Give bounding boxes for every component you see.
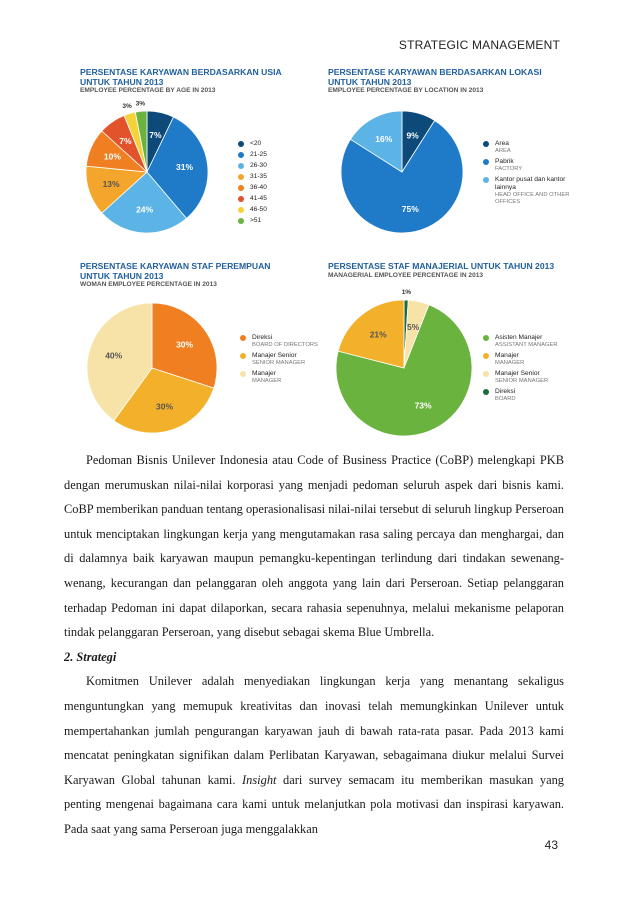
- legend-item: [483, 158, 586, 173]
- chart-title-line: PERSENTASE KARYAWAN BERDASARKAN USIA: [80, 67, 282, 77]
- pie-chart-age: [80, 68, 338, 248]
- data-label: 24%: [136, 204, 154, 215]
- data-label: 13%: [102, 178, 120, 189]
- page-number: 43: [544, 838, 558, 852]
- data-label: 73%: [414, 400, 432, 411]
- paragraph: [64, 669, 564, 841]
- legend-item: [483, 176, 586, 206]
- legend-item: [238, 217, 267, 225]
- chart-title-line: PERSENTASE STAF MANAJERIAL UNTUK TAHUN 2013: [328, 261, 555, 271]
- legend-label: 21-25: [250, 151, 267, 158]
- paragraph: Pedoman Bisnis Unilever Indonesia atau Code of Business Practice (CoBP) melengkapi PKB dengan merumuskan nilai-nilai korporasi yang menjadi pedoman seluruh aspek dari bisnis kami. CoBP memberikan panduan tentang operasionalisasi nilai-nilai tersebut di seluruh lingkup Perseroan untuk menciptakan lingkungan kerja yang mengutamakan rasa saling percaya dan menghargai, dan di dalamnya baik karyawan maupun pemangku-kepentingan terlindung dari tindakan sewenang-wenang, kecurangan dan pelanggaran oleh anggota yang lain dari Perseroan. Setiap pelanggaran terhadap Pedoman ini dapat dilaporkan, secara rahasia sepenuhnya, melalui mekanisme pelaporan tindak pelanggaran Perseroan, yang disebut sebagai skema Blue Umbrella.: [64, 453, 564, 640]
- legend-item: [238, 206, 267, 214]
- legend-label: Kantor pusat dan kantor lainnya: [495, 176, 566, 191]
- legend-item: [240, 352, 318, 367]
- legend-label: <20: [250, 140, 262, 147]
- data-label: 75%: [401, 203, 419, 214]
- legend-swatch: [240, 335, 246, 341]
- legend-item: [483, 388, 558, 403]
- data-label: 16%: [375, 133, 393, 144]
- legend-label: Direksi: [495, 388, 516, 395]
- chart-title-line: UNTUK TAHUN 2013: [328, 76, 412, 87]
- legend-item: [238, 173, 267, 181]
- chart-title-line: PERSENTASE KARYAWAN BERDASARKAN LOKASI: [328, 67, 542, 77]
- legend-label: 31-35: [250, 173, 267, 180]
- legend-item: [238, 195, 267, 203]
- legend-label: Manajer Senior: [495, 370, 540, 377]
- data-label: 7%: [119, 136, 132, 146]
- legend-item: [483, 352, 558, 367]
- legend-swatch: [238, 141, 244, 147]
- data-label: 30%: [155, 401, 174, 412]
- legend-swatch: [483, 335, 489, 341]
- paragraph-text: Komitmen Unilever adalah menyediakan lingkungan kerja yang menantang sekaligus menguntungkan yang memupuk kreativitas dan inovasi telah memungkinkan Unilever untuk mempertahankan jumlah pengurangan karyawan jauh di bawah rata-rata pasar. Pada 2013 kami mencatat peningkatan signifikan dalam Perlibatan Karyawan, sebagaimana diukur melalui Survei Karyawan Global tahunan kami.: [64, 674, 564, 787]
- legend-sublabel: SENIOR MANAGER: [252, 360, 306, 366]
- chart-subtitle: EMPLOYEE PERCENTAGE BY LOCATION IN 2013: [328, 87, 484, 94]
- legend-label: 26-30: [250, 162, 267, 169]
- legend-item: [238, 184, 267, 192]
- legend-item: [238, 162, 267, 170]
- legend-swatch: [483, 371, 489, 377]
- chart-panel-women: [80, 262, 338, 442]
- body-text: [64, 448, 564, 842]
- legend-label: Area: [495, 140, 509, 147]
- chart-title-line: UNTUK TAHUN 2013: [80, 270, 164, 281]
- chart-subtitle: EMPLOYEE PERCENTAGE BY AGE IN 2013: [80, 87, 216, 94]
- legend-swatch: [238, 174, 244, 180]
- data-label: 40%: [105, 350, 123, 361]
- paragraph-text: dari survey semacam itu memberikan masukan yang penting mengenai bagaimana cara kami untuk melanjutkan pola motivasi dan inspirasi karyawan. Pada saat yang sama Perseroan juga menggalakkan: [64, 772, 564, 836]
- legend-swatch: [238, 163, 244, 169]
- legend-location: [483, 140, 586, 209]
- legend-item: [238, 140, 267, 148]
- chart-title-line: PERSENTASE KARYAWAN STAF PEREMPUAN: [80, 261, 271, 271]
- legend-swatch: [238, 207, 244, 213]
- data-label: 10%: [103, 151, 121, 162]
- legend-label: Manajer: [495, 352, 519, 359]
- legend-sublabel: HEAD OFFICE AND OTHER OFFICES: [495, 192, 570, 205]
- chart-panel-managerial: [328, 262, 586, 442]
- legend-age: [238, 140, 267, 228]
- chart-panel-location: [328, 68, 586, 248]
- data-label: 3%: [122, 102, 132, 110]
- legend-swatch: [238, 196, 244, 202]
- legend-swatch: [238, 185, 244, 191]
- section-heading: 2. Strategi: [64, 649, 117, 664]
- data-label: 5%: [407, 321, 420, 332]
- chart-title-line: UNTUK TAHUN 2013: [80, 76, 164, 87]
- legend-item: [483, 334, 558, 349]
- legend-label: Direksi: [252, 334, 273, 341]
- legend-women: [240, 334, 318, 388]
- data-label: 3%: [135, 100, 146, 108]
- legend-label: 36-40: [250, 184, 267, 191]
- chart-subtitle: MANAGERIAL EMPLOYEE PERCENTAGE IN 2013: [328, 271, 484, 279]
- legend-label: 46-50: [250, 206, 267, 213]
- legend-swatch: [483, 389, 489, 395]
- legend-swatch: [483, 141, 489, 147]
- legend-sublabel: BOARD OF DIRECTORS: [252, 342, 318, 348]
- legend-swatch: [240, 353, 246, 359]
- legend-swatch: [240, 371, 246, 377]
- legend-sublabel: ASSISTANT MANAGER: [495, 342, 558, 348]
- legend-swatch: [483, 159, 489, 165]
- legend-sublabel: AREA: [495, 148, 511, 154]
- data-label: 31%: [175, 162, 194, 173]
- legend-sublabel: FACTORY: [495, 166, 523, 172]
- data-label: 7%: [149, 130, 162, 141]
- legend-item: [483, 370, 558, 385]
- legend-label: Manajer Senior: [252, 352, 297, 359]
- chart-panel-age: [80, 68, 338, 248]
- legend-item: [240, 370, 318, 385]
- chart-subtitle: WOMAN EMPLOYEE PERCENTAGE IN 2013: [80, 281, 217, 288]
- legend-swatch: [238, 218, 244, 224]
- data-label: 1%: [401, 289, 412, 296]
- data-label: 30%: [176, 339, 194, 350]
- legend-swatch: [483, 353, 489, 359]
- legend-label: Asisten Manajer: [495, 334, 543, 341]
- legend-item: [240, 334, 318, 349]
- running-header: STRATEGIC MANAGEMENT: [398, 38, 560, 52]
- italic-term: Insight: [242, 772, 277, 787]
- legend-label: >51: [250, 217, 262, 224]
- legend-sublabel: BOARD: [495, 396, 516, 402]
- legend-managerial: [483, 334, 558, 406]
- legend-item: [238, 151, 267, 159]
- data-label: 9%: [406, 130, 419, 141]
- legend-label: 41-45: [250, 195, 267, 202]
- legend-swatch: [238, 152, 244, 158]
- legend-item: [483, 140, 586, 155]
- legend-sublabel: MANAGER: [252, 378, 282, 384]
- legend-sublabel: MANAGER: [495, 360, 525, 366]
- legend-label: Manajer: [252, 370, 276, 377]
- legend-swatch: [483, 177, 489, 183]
- data-label: 21%: [369, 329, 387, 340]
- legend-sublabel: SENIOR MANAGER: [495, 378, 549, 384]
- legend-label: Pabrik: [495, 158, 514, 165]
